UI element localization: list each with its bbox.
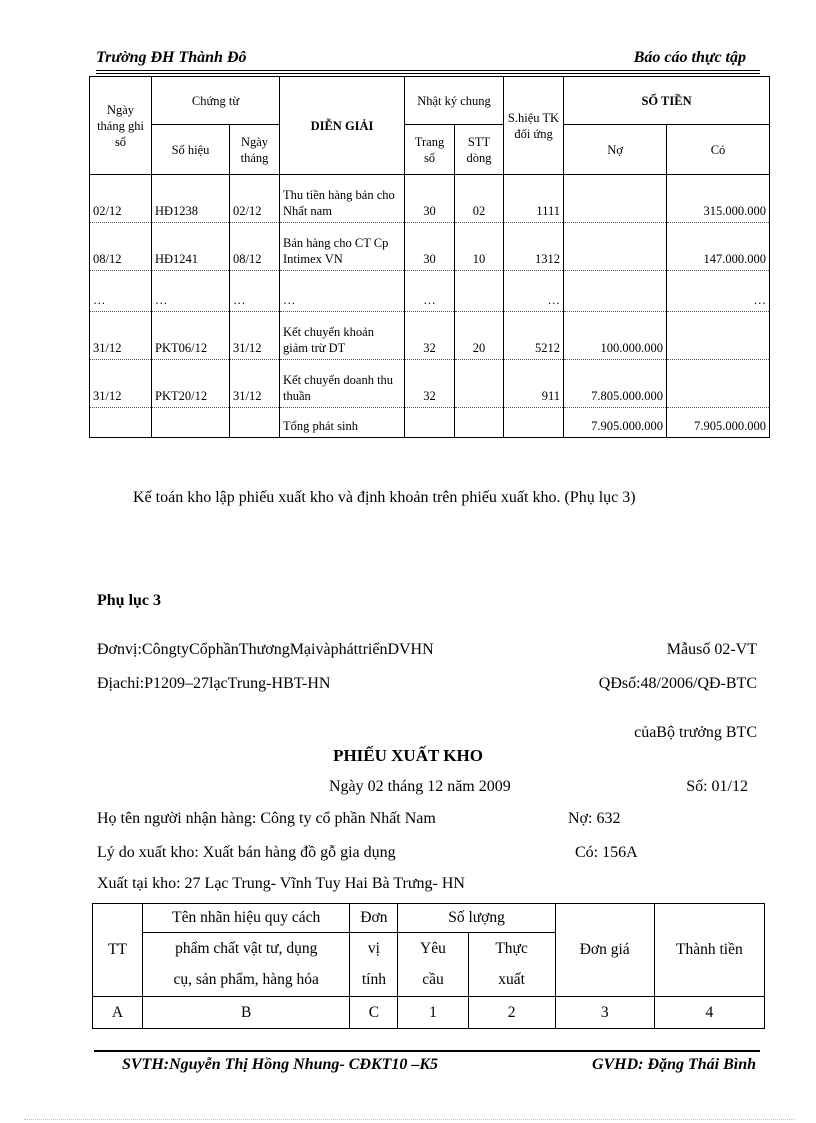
cell-debit: 7.805.000.000	[564, 360, 667, 408]
cell-description: Bán hàng cho CT Cp Intimex VN	[280, 223, 405, 271]
cell-date	[90, 408, 152, 438]
doc-title: PHIẾU XUẤT KHO	[333, 746, 483, 765]
cell-date: 08/12	[90, 223, 152, 271]
cell-voucher-date: 31/12	[230, 360, 280, 408]
header-item-name-2: phẩm chất vật tư, dụng	[143, 933, 350, 965]
header-voucher: Chứng từ	[152, 77, 280, 125]
cell-credit: 7.905.000.000	[667, 408, 770, 438]
cell-description: …	[280, 271, 405, 312]
header-item-name-3: cụ, sản phẩm, hàng hóa	[143, 965, 350, 997]
header-rule	[96, 70, 760, 71]
cell-voucher-no: …	[152, 271, 230, 312]
header-journal: Nhật ký chung	[405, 77, 504, 125]
doc-number: Số: 01/12	[686, 778, 748, 795]
note-paragraph: Kế toán kho lập phiếu xuất kho và định khoản trên phiếu xuất kho. (Phụ lục 3)	[133, 489, 636, 506]
header-rule-2	[96, 73, 760, 74]
cell-page: …	[405, 271, 455, 312]
cell-line-no: 10	[455, 223, 504, 271]
header-unit-3: tính	[350, 965, 398, 997]
cell-date: 31/12	[90, 360, 152, 408]
cell-date: 02/12	[90, 175, 152, 223]
decision-number: QĐsố:48/2006/QĐ-BTC	[598, 675, 757, 692]
cell-voucher-no: PKT20/12	[152, 360, 230, 408]
header-debit: Nợ	[564, 125, 667, 175]
debit-account: Nợ: 632	[568, 810, 621, 827]
header-tt: TT	[93, 904, 143, 997]
cell-account: 5212	[504, 312, 564, 360]
cell-date: 31/12	[90, 312, 152, 360]
header-required-2: cầu	[398, 965, 468, 997]
header-unit-1: Đơn	[350, 904, 398, 933]
header-actual-1: Thực	[468, 933, 555, 965]
cell-page: 30	[405, 223, 455, 271]
cell-voucher-date: 02/12	[230, 175, 280, 223]
advisor-name: GVHD: Đặng Thái Bình	[591, 1056, 756, 1073]
header-page: Trang sổ	[405, 125, 455, 175]
appendix-title: Phụ lục 3	[97, 592, 162, 609]
cell-description: Kết chuyển doanh thu thuần	[280, 360, 405, 408]
header-credit: Có	[667, 125, 770, 175]
table-row	[90, 360, 770, 408]
header-item-name-1: Tên nhãn hiệu quy cách	[143, 904, 350, 933]
code-cell: 2	[468, 997, 555, 1029]
receiver-line: Họ tên người nhận hàng: Công ty cổ phần Nhất Nam	[97, 810, 436, 827]
cell-line-no: 02	[455, 175, 504, 223]
header-description: DIỄN GIẢI	[280, 77, 405, 175]
credit-account: Có: 156A	[575, 844, 638, 861]
reason-line: Lý do xuất kho: Xuất bán hàng đồ gỗ gia dụng	[97, 844, 396, 861]
table-row	[90, 175, 770, 223]
table-row	[90, 271, 770, 312]
code-cell: 4	[654, 997, 764, 1029]
report-title: Báo cáo thực tập	[633, 49, 746, 66]
cell-voucher-date: 08/12	[230, 223, 280, 271]
cell-debit	[564, 175, 667, 223]
cell-credit	[667, 360, 770, 408]
cell-debit	[564, 271, 667, 312]
table-row	[90, 312, 770, 360]
cell-credit: …	[667, 271, 770, 312]
header-total: Thành tiền	[654, 904, 764, 997]
footer-rule	[94, 1050, 760, 1052]
cell-description: Thu tiền hàng bán cho Nhất nam	[280, 175, 405, 223]
cell-line-no: 20	[455, 312, 504, 360]
cell-account	[504, 408, 564, 438]
code-cell: A	[93, 997, 143, 1029]
cell-credit: 315.000.000	[667, 175, 770, 223]
code-cell: 1	[398, 997, 468, 1029]
header-voucher-no: Số hiệu	[152, 125, 230, 175]
cell-debit	[564, 223, 667, 271]
cell-voucher-date: …	[230, 271, 280, 312]
form-number: Mẫusố 02-VT	[666, 641, 757, 658]
cell-voucher-no: PKT06/12	[152, 312, 230, 360]
cell-description: Tổng phát sinh	[280, 408, 405, 438]
doc-date: Ngày 02 tháng 12 năm 2009	[329, 778, 511, 795]
header-line-no: STT dòng	[455, 125, 504, 175]
header-date-recorded: Ngày tháng ghi sổ	[90, 77, 152, 175]
code-cell: 3	[555, 997, 654, 1029]
cell-account: 911	[504, 360, 564, 408]
cell-page: 32	[405, 312, 455, 360]
code-cell: C	[350, 997, 398, 1029]
cell-description: Kết chuyển khoản giảm trừ DT	[280, 312, 405, 360]
cell-page: 32	[405, 360, 455, 408]
cell-voucher-no	[152, 408, 230, 438]
header-unit-2: vị	[350, 933, 398, 965]
cell-debit: 100.000.000	[564, 312, 667, 360]
unit-line: Đơnvị:CôngtyCổphầnThươngMạivàpháttriểnDVHN	[97, 641, 434, 658]
header-voucher-date: Ngày tháng	[230, 125, 280, 175]
header-required-1: Yêu	[398, 933, 468, 965]
warehouse-line: Xuất tại kho: 27 Lạc Trung- Vĩnh Tuy Hai Bà Trưng- HN	[97, 875, 465, 892]
header-account: S.hiệu TK đối ứng	[504, 77, 564, 175]
cell-page	[405, 408, 455, 438]
cell-credit: 147.000.000	[667, 223, 770, 271]
cell-account: 1111	[504, 175, 564, 223]
cell-credit	[667, 312, 770, 360]
code-cell: B	[143, 997, 350, 1029]
cell-line-no	[455, 360, 504, 408]
ledger-table	[89, 76, 770, 438]
page-bottom-border	[24, 1119, 794, 1120]
voucher-table	[92, 903, 765, 1029]
issuer-line: củaBộ trưởng BTC	[634, 724, 757, 741]
address-line: Địachỉ:P1209–27lạcTrung-HBT-HN	[97, 675, 331, 692]
cell-voucher-no: HĐ1238	[152, 175, 230, 223]
cell-line-no	[455, 271, 504, 312]
table-row	[90, 223, 770, 271]
cell-debit: 7.905.000.000	[564, 408, 667, 438]
total-row	[90, 408, 770, 438]
cell-page: 30	[405, 175, 455, 223]
cell-account: 1312	[504, 223, 564, 271]
cell-line-no	[455, 408, 504, 438]
header-quantity: Số lượng	[398, 904, 555, 933]
cell-voucher-no: HĐ1241	[152, 223, 230, 271]
header-actual-2: xuất	[468, 965, 555, 997]
header-amount: SỐ TIỀN	[564, 77, 770, 125]
school-name: Trường ĐH Thành Đô	[96, 49, 247, 66]
cell-date: …	[90, 271, 152, 312]
cell-voucher-date	[230, 408, 280, 438]
student-name: SVTH:Nguyễn Thị Hồng Nhung- CĐKT10 –K5	[122, 1056, 439, 1073]
cell-voucher-date: 31/12	[230, 312, 280, 360]
header-unit-price: Đơn giá	[555, 904, 654, 997]
cell-account: …	[504, 271, 564, 312]
column-code-row	[93, 997, 765, 1029]
